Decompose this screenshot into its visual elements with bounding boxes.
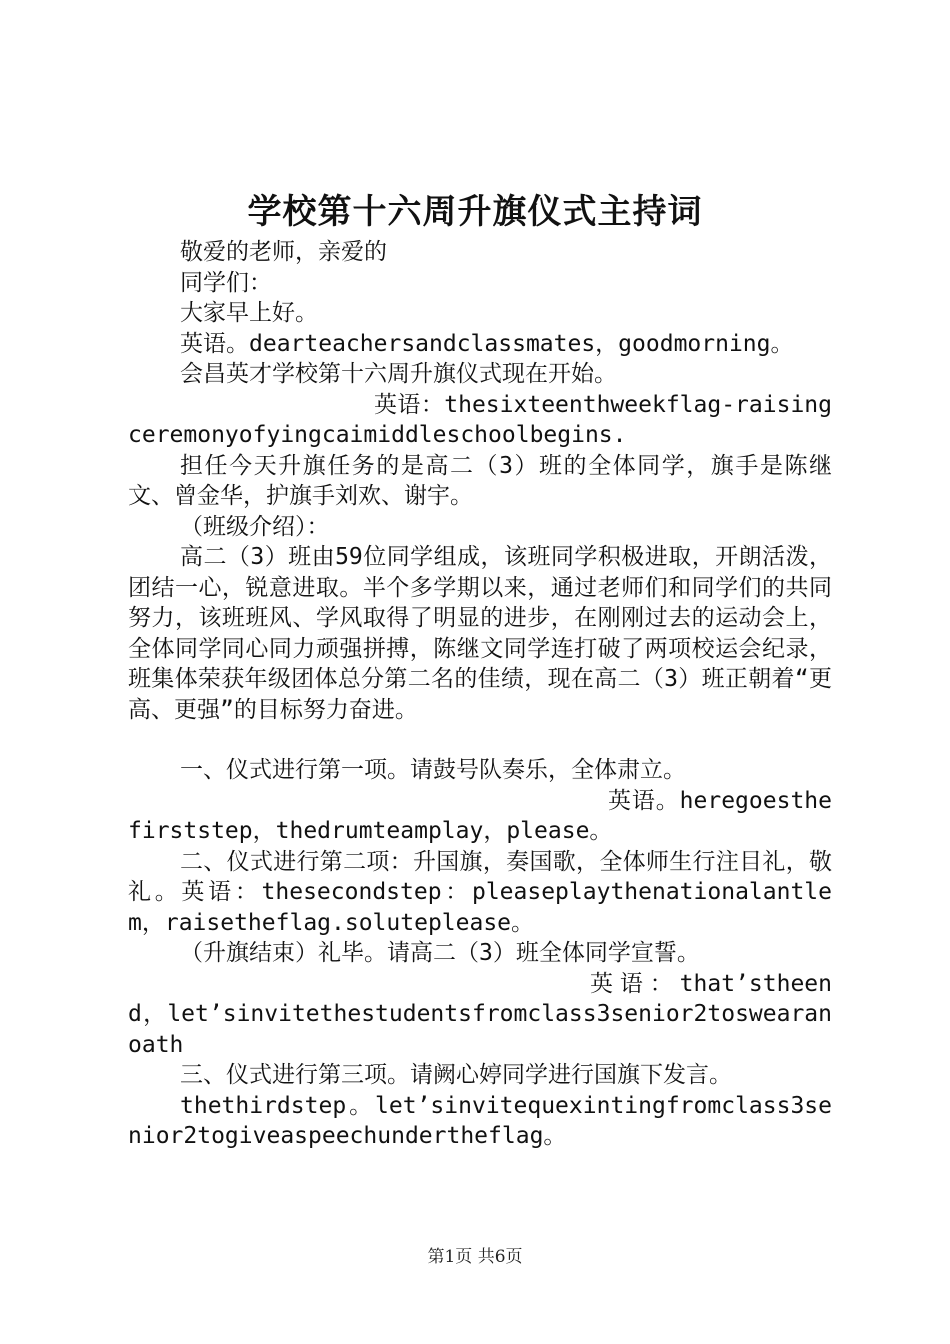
paragraph-greeting-3: 大家早上好。 [180, 300, 318, 326]
paragraph-step-2: 二、仪式进行第二项：升国旗，奏国歌，全体师生行注目礼，敬礼。英语：thesecondstep：pleaseplaythenationalantlem，raisetheflag.soluteplease。 [128, 848, 832, 936]
paragraph-greeting-1: 敬爱的老师，亲爱的 [180, 239, 387, 265]
paragraph-flag-team: 担任今天升旗任务的是高二（3）班的全体同学，旗手是陈继文、曾金华，护旗手刘欢、谢宇。 [128, 452, 832, 509]
paragraph-opening: 会昌英才学校第十六周升旗仪式现在开始。 [180, 361, 617, 387]
paragraph-spacer [128, 725, 832, 755]
paragraph-step-1: 一、仪式进行第一项。请鼓号队奏乐，全体肃立。 [180, 757, 686, 783]
paragraph-class-intro-heading: （班级介绍）： [180, 513, 330, 540]
paragraph-english-greeting: 英语。dearteachersandclassmates，goodmorning。 [180, 330, 794, 357]
document-title: 学校第十六周升旗仪式主持词 [247, 192, 703, 232]
paragraph-greeting-2: 同学们： [180, 269, 272, 296]
paragraph-english-oath: 英语：that’stheend，let’sinvitethestudentsfromclass3senior2toswearanoath [128, 970, 832, 1058]
paragraph-oath: （升旗结束）礼毕。请高二（3）班全体同学宣誓。 [180, 940, 700, 966]
document-body [128, 237, 832, 1152]
paragraph-step-3: 三、仪式进行第三项。请阙心婷同学进行国旗下发言。 [180, 1062, 732, 1088]
paragraph-english-opening: 英语：thesixteenthweekflag-raisingceremonyofyingcaimiddleschoolbegins. [128, 391, 832, 448]
paragraph-class-intro: 高二（3）班由59位同学组成，该班同学积极进取，开朗活泼，团结一心，锐意进取。半个多学期以来，通过老师们和同学们的共同努力，该班班风、学风取得了明显的进步，在刚刚过去的运动会上，全体同学同心同力顽强拼搏，陈继文同学连打破了两项校运会纪录，班集体荣获年级团体总分第二名的佳绩，现在高二（3）班正朝着“更高、更强”的目标努力奋进。 [128, 544, 832, 723]
page-footer: 第1页 共6页 [427, 1247, 523, 1267]
paragraph-english-step-1: 英语。heregoesthefirststep，thedrumteamplay，please。 [128, 787, 832, 844]
paragraph-english-step-3: thethirdstep。let’sinvitequexintingfromclass3senior2togiveaspeechundertheflag。 [128, 1092, 832, 1149]
